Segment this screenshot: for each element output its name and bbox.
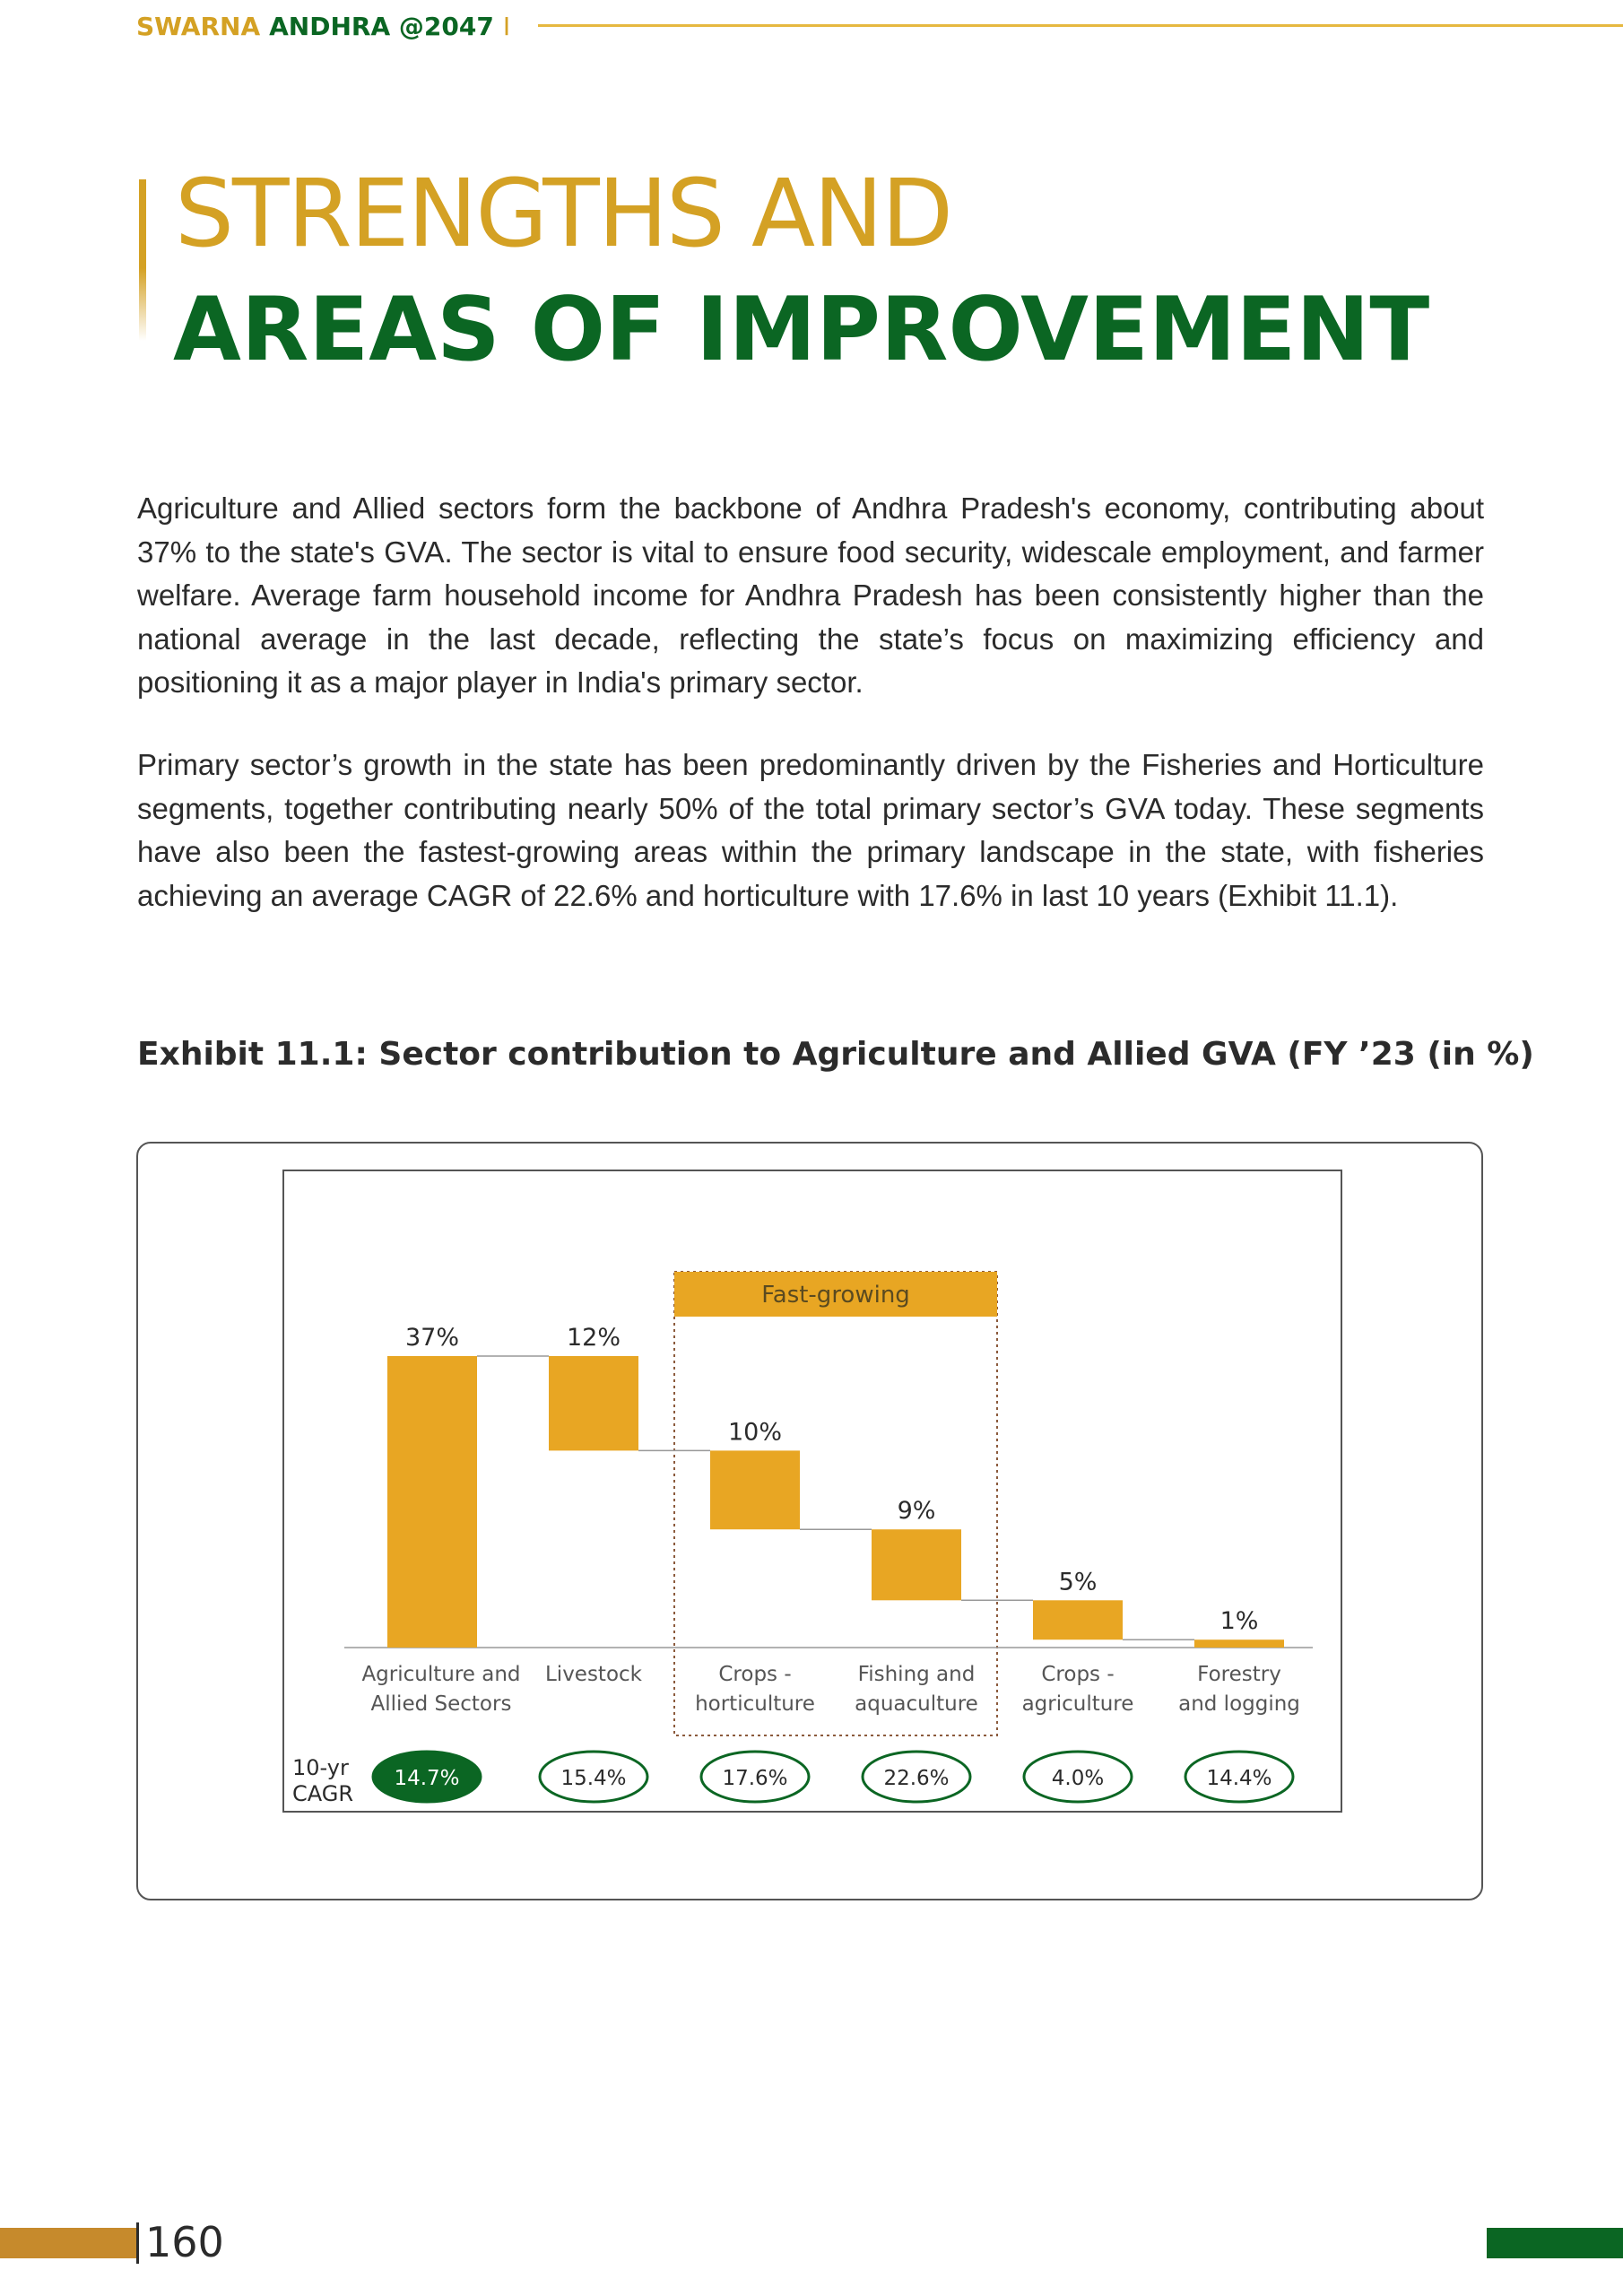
- category-label-2-1: horticulture: [695, 1692, 815, 1716]
- page-number: 160: [145, 2218, 224, 2266]
- value-label-1: 12%: [566, 1324, 621, 1352]
- running-header: [136, 9, 510, 45]
- bar-2: [710, 1450, 800, 1529]
- category-label-2-0: Crops -: [718, 1663, 792, 1686]
- page-title-line2: AREAS OF IMPROVEMENT: [173, 279, 1430, 381]
- paragraph-2: Primary sector’s growth in the state has been predominantly driven by the Fisheries and Horticulture segments, together contributing nearly 50% of the total primary sector’s GVA today. These segments have also been the fastest-growing areas within the primary landscape in the state, with fisheries achieving an average CAGR of 22.6% and horticulture with 17.6% in last 10 years (Exhibit 11.1).: [137, 748, 1484, 912]
- category-label-4-0: Crops -: [1041, 1663, 1115, 1686]
- category-label-1-0: Livestock: [544, 1663, 643, 1686]
- fast-growing-label: Fast-growing: [761, 1282, 910, 1309]
- brand-andhra-2047: ANDHRA @2047: [269, 12, 494, 41]
- cagr-value-4: 4.0%: [1051, 1767, 1105, 1790]
- brand-swarna: SWARNA: [136, 12, 261, 41]
- category-label-5-1: and logging: [1178, 1692, 1300, 1716]
- footer-gold-bar: [0, 2228, 136, 2258]
- cagr-label-1: CAGR: [292, 1781, 354, 1806]
- value-label-5: 1%: [1219, 1607, 1259, 1636]
- page-title-line1: STRENGTHS AND: [175, 159, 952, 268]
- exhibit-title: Exhibit 11.1: Sector contribution to Agriculture and Allied GVA (FY ’23 (in %): [137, 1036, 1534, 1073]
- chart-frame: [136, 1142, 1483, 1900]
- value-label-4: 5%: [1058, 1568, 1098, 1596]
- cagr-value-2: 17.6%: [722, 1767, 788, 1790]
- bar-3: [872, 1529, 961, 1600]
- cagr-value-3: 22.6%: [883, 1767, 950, 1790]
- value-label-2: 10%: [727, 1418, 783, 1447]
- category-label-4-1: agriculture: [1021, 1692, 1134, 1716]
- footer-separator: [136, 2222, 139, 2264]
- paragraph-1: Agriculture and Allied sectors form the backbone of Andhra Pradesh's economy, contributing about 37% to the state's GVA. The sector is vital to ensure food security, widescale employment, and farmer welfare. Average farm household income for Andhra Pradesh has been consistently higher than the national average in the last decade, reflecting the state’s focus on maximizing efficiency and positioning it as a major player in India's primary sector.: [137, 491, 1484, 699]
- cagr-value-0: 14.7%: [394, 1767, 460, 1790]
- footer-green-bar: [1487, 2228, 1623, 2258]
- bar-1: [549, 1356, 638, 1450]
- cagr-label-0: 10-yr: [292, 1755, 349, 1780]
- category-label-0-1: Allied Sectors: [370, 1692, 512, 1716]
- header-separator: I: [502, 12, 511, 41]
- bar-4: [1033, 1600, 1123, 1639]
- header-rule: [538, 24, 1623, 27]
- waterfall-chart: [138, 1144, 1481, 1899]
- value-label-0: 37%: [404, 1324, 460, 1352]
- title-accent-bar: [139, 179, 146, 341]
- cagr-value-1: 15.4%: [560, 1767, 627, 1790]
- category-label-0-0: Agriculture and: [361, 1663, 521, 1686]
- category-label-3-0: Fishing and: [857, 1663, 976, 1686]
- category-label-5-0: Forestry: [1197, 1663, 1281, 1686]
- value-label-3: 9%: [897, 1497, 936, 1526]
- bar-5: [1194, 1639, 1284, 1648]
- cagr-value-5: 14.4%: [1206, 1767, 1272, 1790]
- bar-0: [387, 1356, 477, 1648]
- category-label-3-1: aquaculture: [855, 1692, 978, 1716]
